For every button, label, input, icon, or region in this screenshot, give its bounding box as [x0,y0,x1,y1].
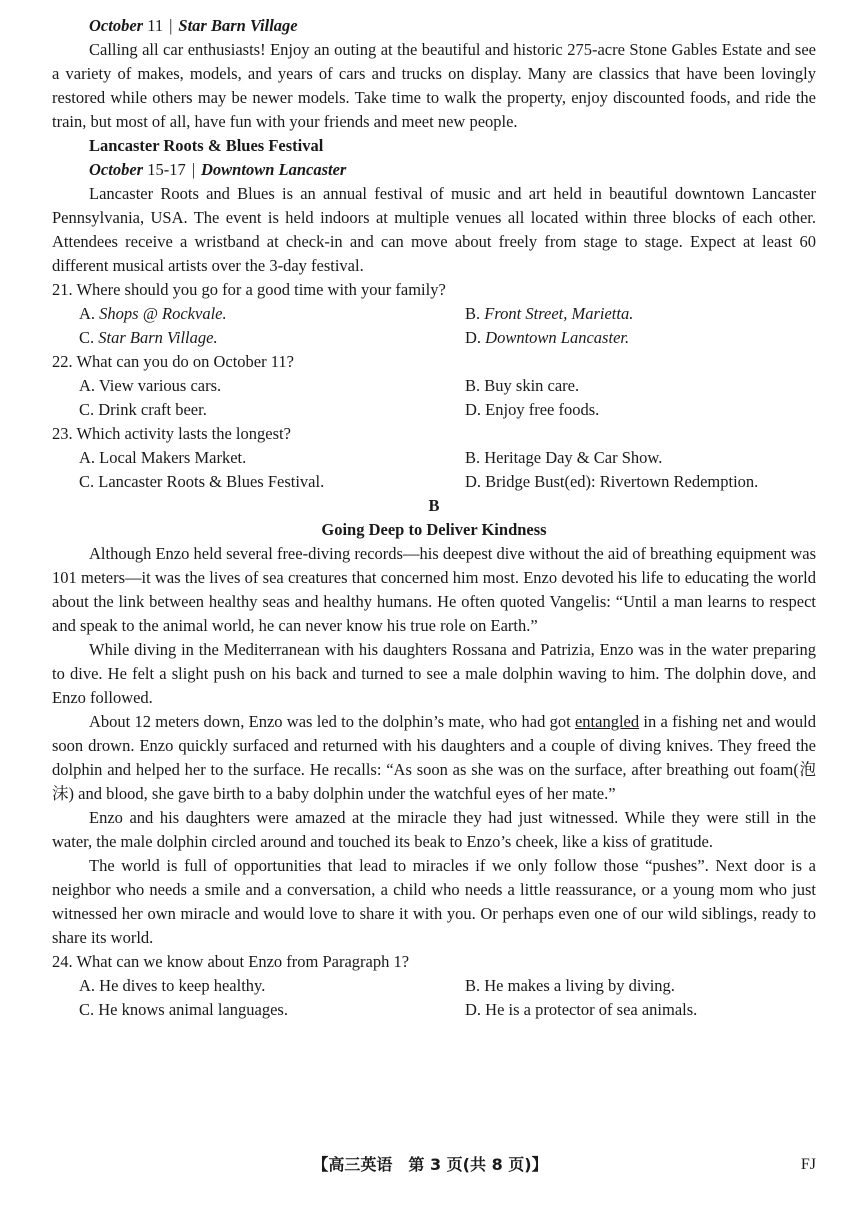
event-title: Lancaster Roots & Blues Festival [89,136,324,155]
option-letter: C. [79,328,95,347]
separator: | [191,160,196,179]
event-day: 15-17 [147,160,186,179]
option-text: Star Barn Village. [98,328,218,347]
option-text: Enjoy free foods. [485,400,600,419]
option-d [465,398,816,422]
event-day: 11 [147,16,164,35]
page-footer [0,1153,860,1177]
option-letter: C. [79,472,95,491]
option-b [465,374,816,398]
option-letter: A. [79,304,96,323]
exam-page [52,14,816,1022]
event-description: Lancaster Roots and Blues is an annual festival of music and art held in beautiful downtown Lancaster Pennsylvania, USA. The event is held indoors at multiple venues all located within three blocks of each other. Attendees receive a wristband at check-in and can move about freely from stage to stage. Expect at least 60 different musical artists over the 3-day festival. [52,184,816,275]
event-month: October [89,16,144,35]
option-letter: C. [79,400,95,419]
option-row [52,998,816,1022]
option-b [465,446,816,470]
option-letter: A. [79,448,96,467]
option-letter: B. [465,448,481,467]
option-c [52,398,465,422]
option-a [52,302,465,326]
paragraph-4: Enzo and his daughters were amazed at the miracle they had just witnessed. While they were still in the water, the male dolphin circled around and touched its beak to Enzo’s cheek, like a kiss of gratitude. [52,808,816,851]
option-b [465,302,816,326]
option-c [52,998,465,1022]
question-stem: 21. Where should you go for a good time with your family? [52,280,446,299]
option-text: He makes a living by diving. [484,976,675,995]
option-text: Downtown Lancaster. [485,328,630,347]
option-b [465,974,816,998]
option-text: He dives to keep healthy. [99,976,266,995]
option-letter: B. [465,304,481,323]
option-row [52,974,816,998]
page-number: 【高三英语 第 3 页(共 8 页)】 [312,1155,548,1174]
event-date-line [52,158,816,182]
option-text: Shops @ Rockvale. [99,304,227,323]
paragraph-3-part: About 12 meters down, Enzo was led to the dolphin’s mate, who had got [89,712,575,731]
underlined-word: entangled [574,712,640,731]
option-a [52,446,465,470]
section-letter: B [428,496,440,515]
paragraph-3 [52,710,816,806]
option-text: Front Street, Marietta. [484,304,634,323]
question-stem: 24. What can we know about Enzo from Paragraph 1? [52,952,410,971]
option-text: Heritage Day & Car Show. [484,448,663,467]
option-d [465,998,816,1022]
option-letter: B. [465,376,481,395]
option-d [465,326,816,350]
option-letter: D. [465,400,482,419]
option-text: Bridge Bust(ed): Rivertown Redemption. [485,472,759,491]
option-text: Lancaster Roots & Blues Festival. [98,472,325,491]
option-a [52,974,465,998]
option-letter: D. [465,1000,482,1019]
paragraph-1: Although Enzo held several free-diving records—his deepest dive without the aid of breathing equipment was 101 meters—it was the lives of sea creatures that concerned him most. Enzo devoted his life to educating the world about the link between healthy seas and healthy humans. He often quoted Vangelis: “Until a man learns to respect and speak to the animal world, he can never know his true role on Earth.” [52,544,816,635]
option-c [52,326,465,350]
option-row [52,446,816,470]
paragraph-5: The world is full of opportunities that lead to miracles if we only follow those “pushes”. Next door is a neighbor who needs a smile and a conversation, a child who needs a little reassurance, or a young mom who just witnessed her own miracle and would love to share it with you. Or perhaps even one of our wild siblings, ready to share its world. [52,856,816,947]
option-text: He is a protector of sea animals. [485,1000,698,1019]
option-row [52,470,816,494]
option-text: Buy skin care. [484,376,580,395]
question-stem: 22. What can you do on October 11? [52,352,294,371]
passage-title: Going Deep to Deliver Kindness [321,520,547,539]
option-d [465,470,816,494]
paragraph-2: While diving in the Mediterranean with his daughters Rossana and Patrizia, Enzo was in the water preparing to dive. He felt a slight push on his back and turned to see a male dolphin waving to him. The dolphin dove, and Enzo followed. [52,640,816,707]
option-row [52,302,816,326]
option-row [52,374,816,398]
option-letter: D. [465,328,482,347]
option-letter: B. [465,976,481,995]
question-stem: 23. Which activity lasts the longest? [52,424,291,443]
separator: | [169,16,173,35]
event-location: Downtown Lancaster [201,160,347,179]
event-description: Calling all car enthusiasts! Enjoy an outing at the beautiful and historic 275-acre Stone Gables Estate and see a variety of makes, models, and years of cars and trucks on display. Many are classics that have been lovingly restored while others may be newer models. Take time to walk the property, enjoy discounted foods, and ride the train, but most of all, have fun with your friends and meet new people. [52,40,816,131]
option-letter: A. [79,376,96,395]
option-c [52,470,465,494]
paragraph-3-part: in a fishing net and would soon drown. Enzo quickly surfaced and returned with his daughters and a couple of diving knives. They freed the dolphin and helped her to the surface. He recalls: “As soon as she was on the surface, after breathing out foam(泡沫) and blood, she gave birth to a baby dolphin under the watchful eyes of her mate.” [52,712,816,803]
event-month: October [89,160,144,179]
option-row [52,398,816,422]
option-text: He knows animal languages. [98,1000,288,1019]
option-text: Local Makers Market. [99,448,247,467]
option-row [52,326,816,350]
option-letter: C. [79,1000,95,1019]
event-location: Star Barn Village [178,16,298,35]
option-letter: D. [465,472,482,491]
option-a [52,374,465,398]
option-text: View various cars. [98,376,222,395]
event-date-line [52,14,816,38]
footer-code: FJ [800,1156,816,1173]
option-text: Drink craft beer. [98,400,207,419]
option-letter: A. [79,976,96,995]
